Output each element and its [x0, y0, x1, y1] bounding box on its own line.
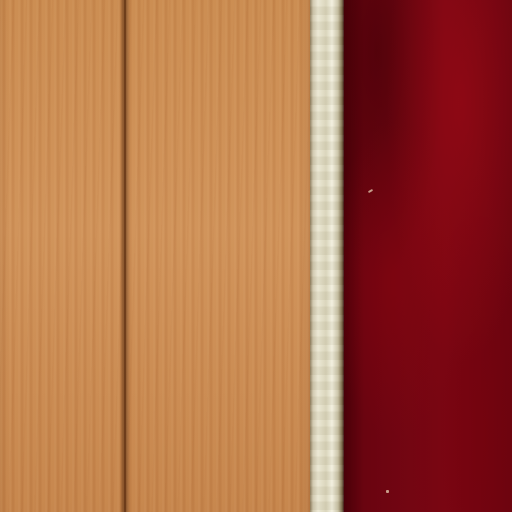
lint-speck — [386, 490, 389, 493]
red-velvet-fabric — [344, 0, 512, 512]
wood-seam-line — [124, 0, 126, 512]
trim-texture — [310, 0, 344, 512]
